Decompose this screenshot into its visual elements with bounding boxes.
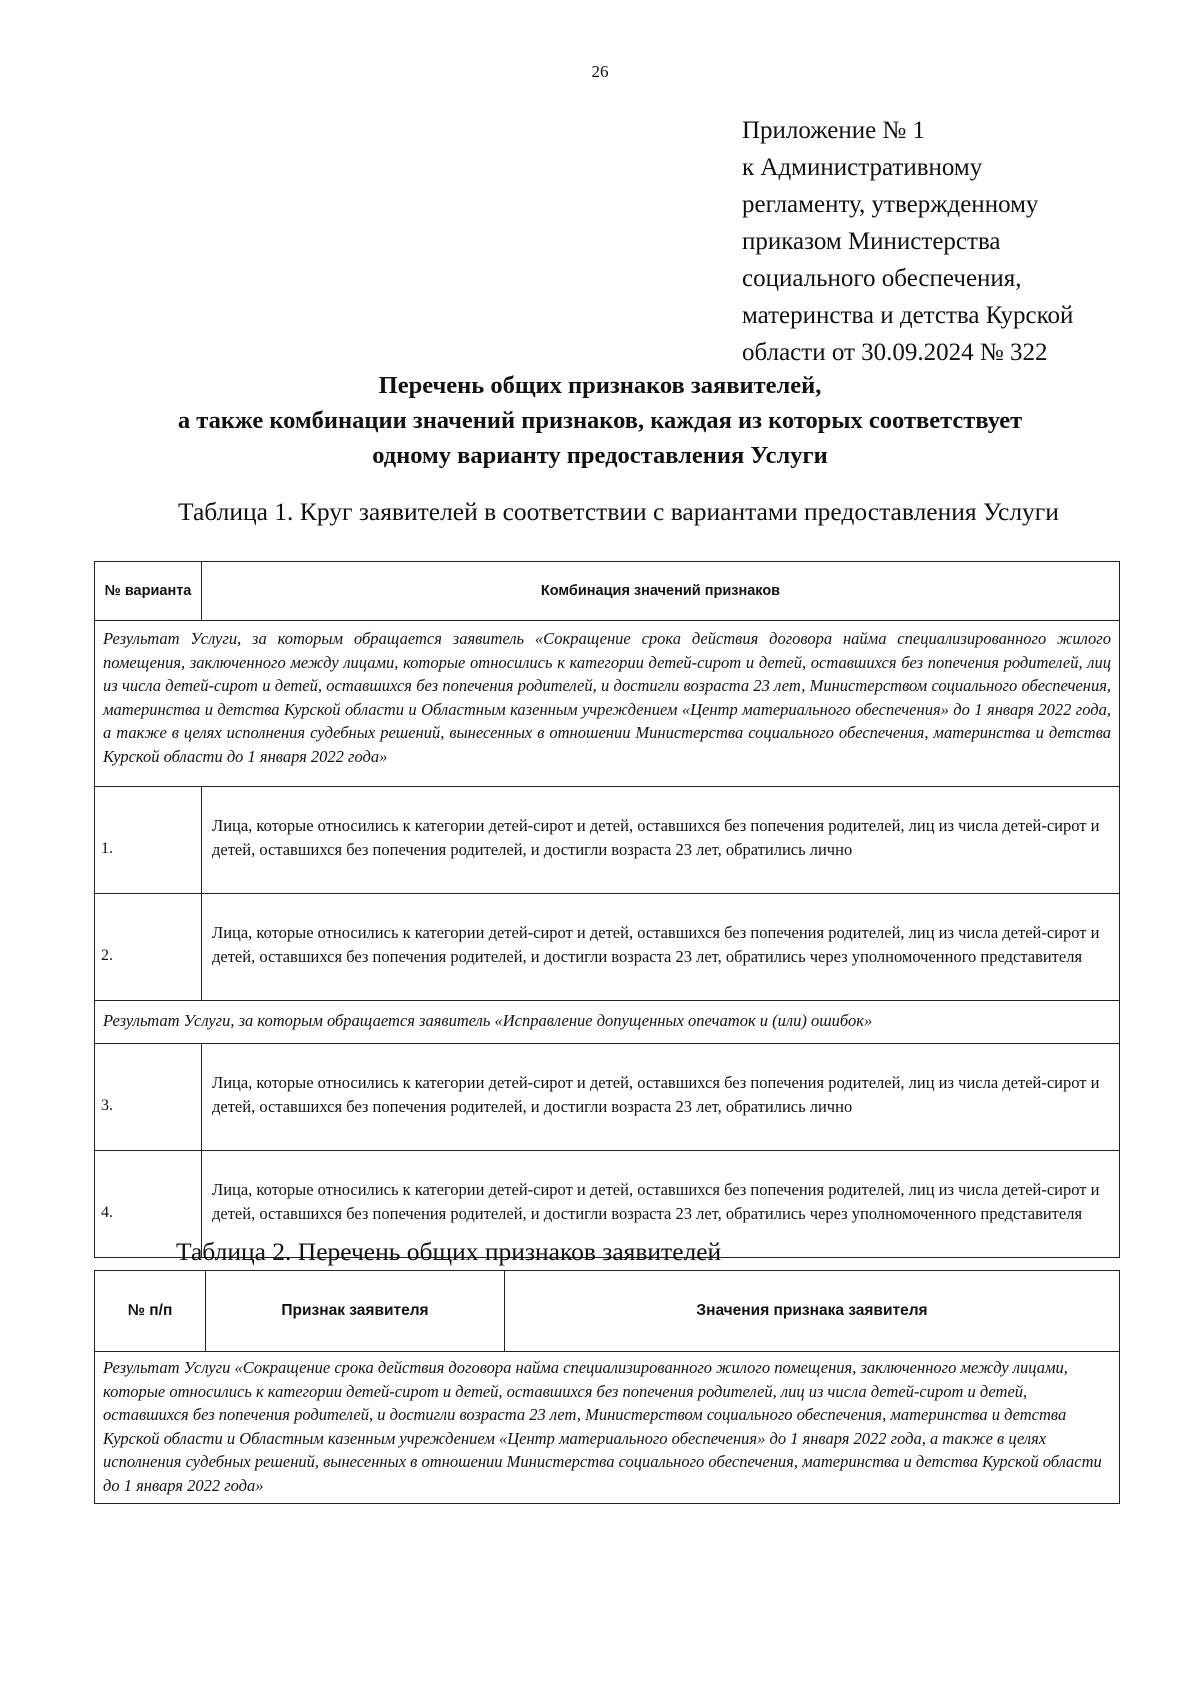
header-item-number: № п/п (95, 1271, 206, 1352)
table2-caption: Таблица 2. Перечень общих признаков заявителей (176, 1237, 722, 1266)
appendix-line: социального обеспечения, (742, 265, 1022, 292)
appendix-line: Приложение № 1 (742, 117, 926, 144)
appendix-line: приказом Министерства (742, 228, 1001, 255)
title-line: одному варианту предоставления Услуги (372, 442, 828, 469)
title-line: а также комбинации значений признаков, каждая из которых соответствует (177, 407, 1023, 434)
table-row (95, 1001, 1120, 1044)
table1 (94, 561, 1120, 1258)
appendix-line: материнства и детства Курской (742, 302, 1074, 329)
appendix-line: к Административному (742, 154, 983, 181)
variant-number: 1. (95, 787, 202, 894)
variant-number: 2. (95, 894, 202, 1001)
document-title (60, 368, 1140, 473)
table-header-row (95, 562, 1120, 621)
title-line: Перечень общих признаков заявителей, (378, 372, 822, 399)
result-description: Результат Услуги, за которым обращается заявитель «Сокращение срока действия договора найма специализированного жилого помещения, заключенного между лицами, которые относились к категории детей-сирот и детей, оставшихся без попечения родителей, лиц из числа детей-сирот и детей, оставшихся без попечения родителей, и достигли возраста 23 лет, Министерством социального обеспечения, материнства и детства Курской области и Областным казенным учреждением «Центр материального обеспечения» до 1 января 2022 года, а также в целях исполнения судебных решений, вынесенных в отношении Министерства социального обеспечения, материнства и детства Курской области до 1 января 2022 года» (95, 621, 1120, 787)
variant-description: Лица, которые относились к категории детей-сирот и детей, оставшихся без попечения родителей, лиц из числа детей-сирот и детей, оставшихся без попечения родителей, и достигли возраста 23 лет, обратились через уполномоченного представителя (202, 894, 1120, 1001)
table-row (95, 894, 1120, 1001)
variant-description: Лица, которые относились к категории детей-сирот и детей, оставшихся без попечения родителей, лиц из числа детей-сирот и детей, оставшихся без попечения родителей, и достигли возраста 23 лет, обратились через уполномоченного представителя (202, 1150, 1120, 1257)
header-variant-number: № варианта (95, 562, 202, 621)
table-header-row (95, 1271, 1120, 1352)
variant-number: 3. (95, 1043, 202, 1150)
appendix-line: регламенту, утвержденному (742, 191, 1039, 218)
table-row (95, 1352, 1120, 1504)
table1-caption: Таблица 1. Круг заявителей в соответствии с вариантами предоставления Услуги (178, 497, 1059, 526)
table-row (95, 621, 1120, 787)
result-description: Результат Услуги «Сокращение срока действия договора найма специализированного жилого помещения, заключенного между лицами, которые относились к категории детей-сирот и детей, оставшихся без попечения родителей, лиц из числа детей-сирот и детей, оставшихся без попечения родителей, и достигли возраста 23 лет, Министерством социального обеспечения, материнства и детства Курской области и Областным казенным учреждением «Центр материального обеспечения» до 1 января 2022 года, а также в целях исполнения судебных решений, вынесенных в отношении Министерства социального обеспечения, материнства и детства Курской области до 1 января 2022 года» (95, 1352, 1120, 1504)
appendix-block (742, 112, 1162, 371)
header-attribute-values: Значения признака заявителя (505, 1271, 1120, 1352)
variant-description: Лица, которые относились к категории детей-сирот и детей, оставшихся без попечения родителей, лиц из числа детей-сирот и детей, оставшихся без попечения родителей, и достигли возраста 23 лет, обратились лично (202, 787, 1120, 894)
result-description: Результат Услуги, за которым обращается заявитель «Исправление допущенных опечаток и (или) ошибок» (95, 1001, 1120, 1044)
table-row (95, 1043, 1120, 1150)
appendix-line: области от 30.09.2024 № 322 (742, 339, 1048, 366)
header-combination: Комбинация значений признаков (202, 562, 1120, 621)
header-applicant-attribute: Признак заявителя (206, 1271, 505, 1352)
variant-description: Лица, которые относились к категории детей-сирот и детей, оставшихся без попечения родителей, лиц из числа детей-сирот и детей, оставшихся без попечения родителей, и достигли возраста 23 лет, обратились лично (202, 1043, 1120, 1150)
table2 (94, 1270, 1120, 1504)
table-row (95, 787, 1120, 894)
variant-number: 4. (95, 1150, 202, 1257)
page-number: 26 (591, 62, 609, 81)
